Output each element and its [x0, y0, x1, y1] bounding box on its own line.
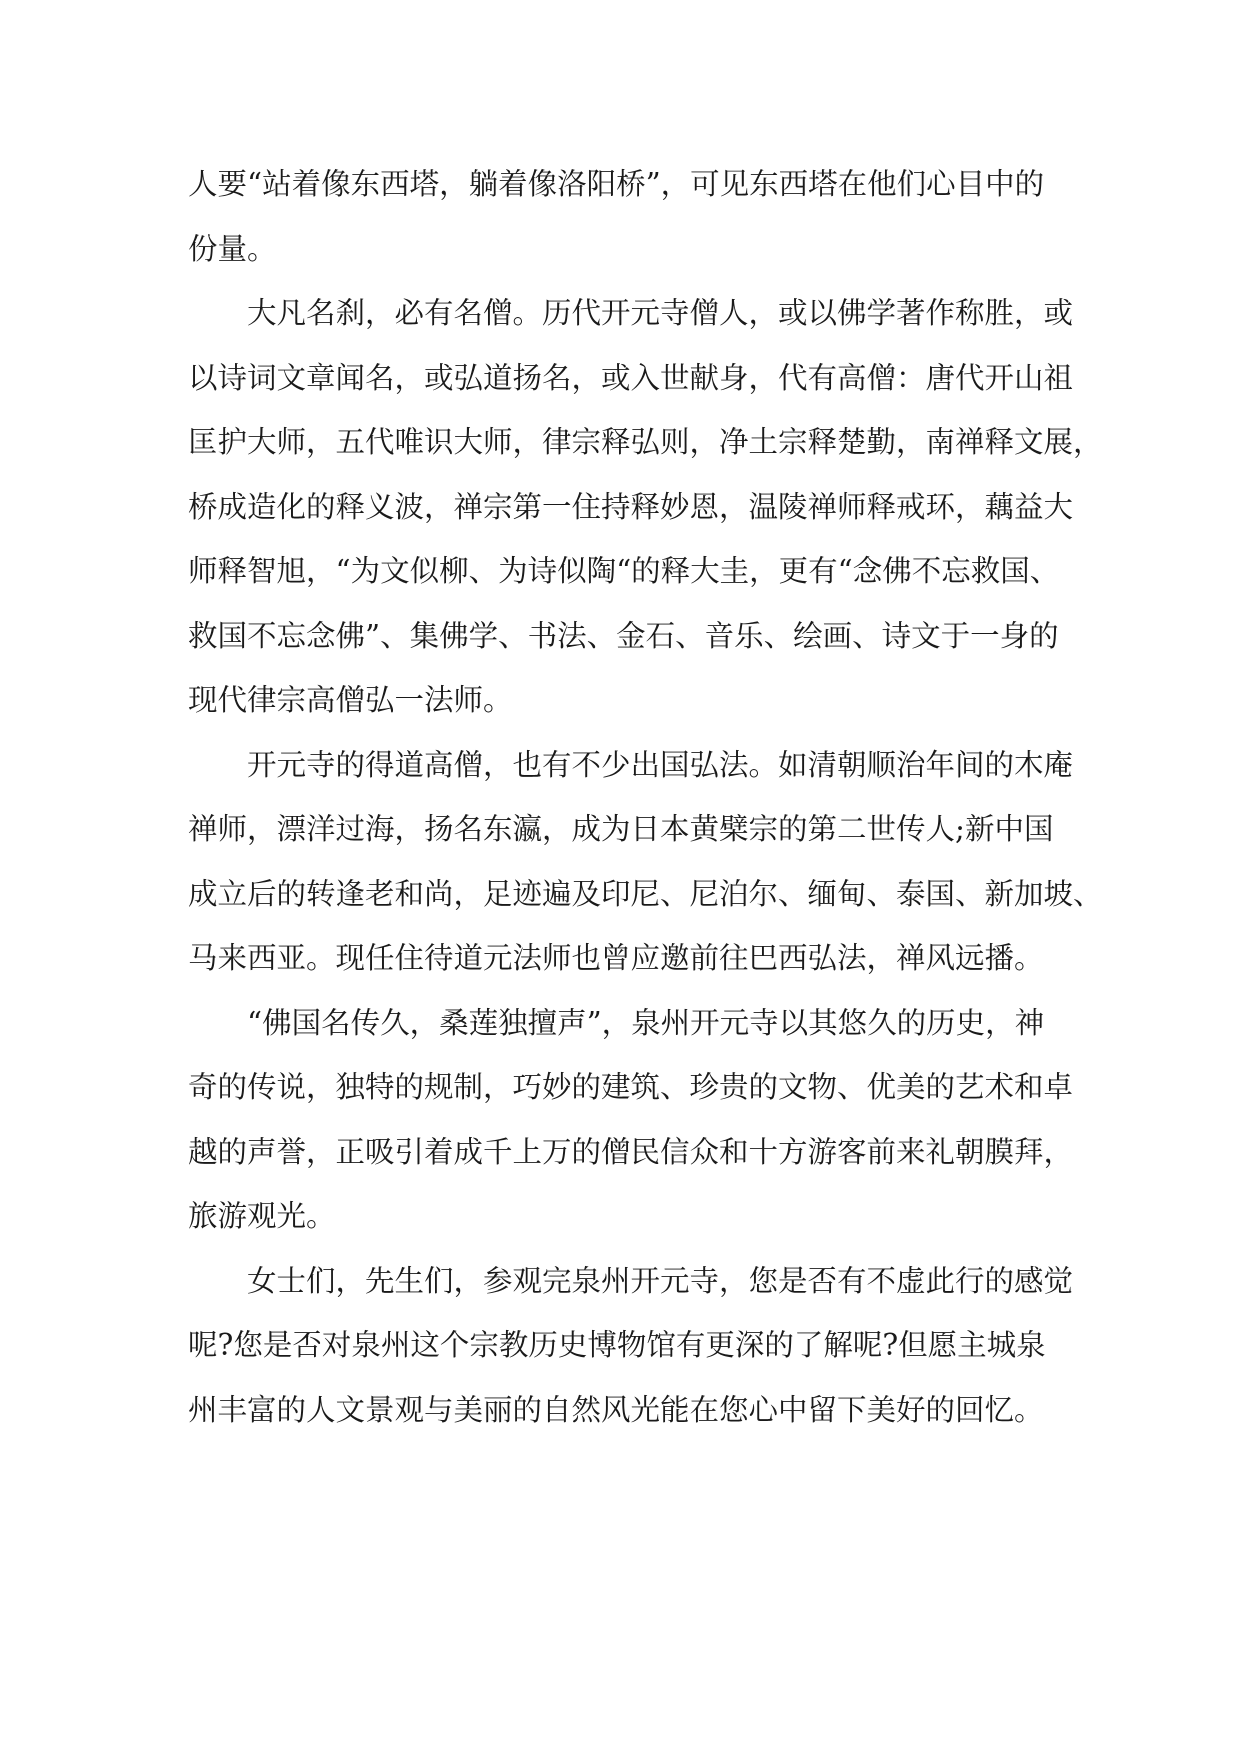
text-line: 州丰富的人文景观与美丽的自然风光能在您心中留下美好的回忆。	[188, 1392, 1044, 1427]
text-line: 呢?您是否对泉州这个宗教历史博物馆有更深的了解呢?但愿主城泉	[188, 1328, 1046, 1362]
text-line: 大凡名刹，必有名僧。历代开元寺僧人，或以佛学著作称胜，或	[188, 296, 1074, 330]
text-line: “佛国名传久，桑莲独擅声”，泉州开元寺以其悠久的历史，神	[188, 1005, 1045, 1040]
document-body	[188, 152, 1103, 1442]
text-line: 桥成造化的释义波，禅宗第一住持释妙恩，温陵禅师释戒环，藕益大	[188, 489, 1074, 524]
text-line: 现代律宗高僧弘一法师。	[188, 683, 513, 717]
text-line: 成立后的转逢老和尚，足迹遍及印尼、尼泊尔、缅甸、泰国、新加坡、	[188, 876, 1103, 911]
text-line: 越的声誉，正吸引着成千上万的僧民信众和十方游客前来礼朝膜拜，	[188, 1134, 1074, 1169]
text-line: 禅师，漂洋过海，扬名东瀛，成为日本黄檗宗的第二世传人;新中国	[188, 812, 1054, 846]
text-line: 师释智旭，“为文似柳、为诗似陶“的释大圭，更有“念佛不忘救国、	[188, 554, 1060, 588]
text-line: 份量。	[188, 231, 277, 266]
text-line: 匡护大师，五代唯识大师，律宗释弘则，净土宗释楚勤，南禅释文展，	[188, 425, 1103, 459]
text-line: 开元寺的得道高僧，也有不少出国弘法。如清朝顺治年间的木庵	[188, 747, 1074, 782]
text-line: 奇的传说，独特的规制，巧妙的建筑、珍贵的文物、优美的艺术和卓	[188, 1070, 1074, 1104]
text-line: 救国不忘念佛”、集佛学、书法、金石、音乐、绘画、诗文于一身的	[188, 618, 1059, 653]
text-line: 女士们，先生们，参观完泉州开元寺，您是否有不虚此行的感觉	[188, 1263, 1074, 1298]
text-line: 马来西亚。现任住待道元法师也曾应邀前往巴西弘法，禅风远播。	[188, 941, 1044, 975]
text-line: 人要“站着像东西塔，躺着像洛阳桥”，可见东西塔在他们心目中的	[188, 167, 1045, 201]
text-line: 旅游观光。	[188, 1199, 336, 1233]
text-line: 以诗词文章闻名，或弘道扬名，或入世献身，代有高僧：唐代开山祖	[188, 360, 1074, 395]
